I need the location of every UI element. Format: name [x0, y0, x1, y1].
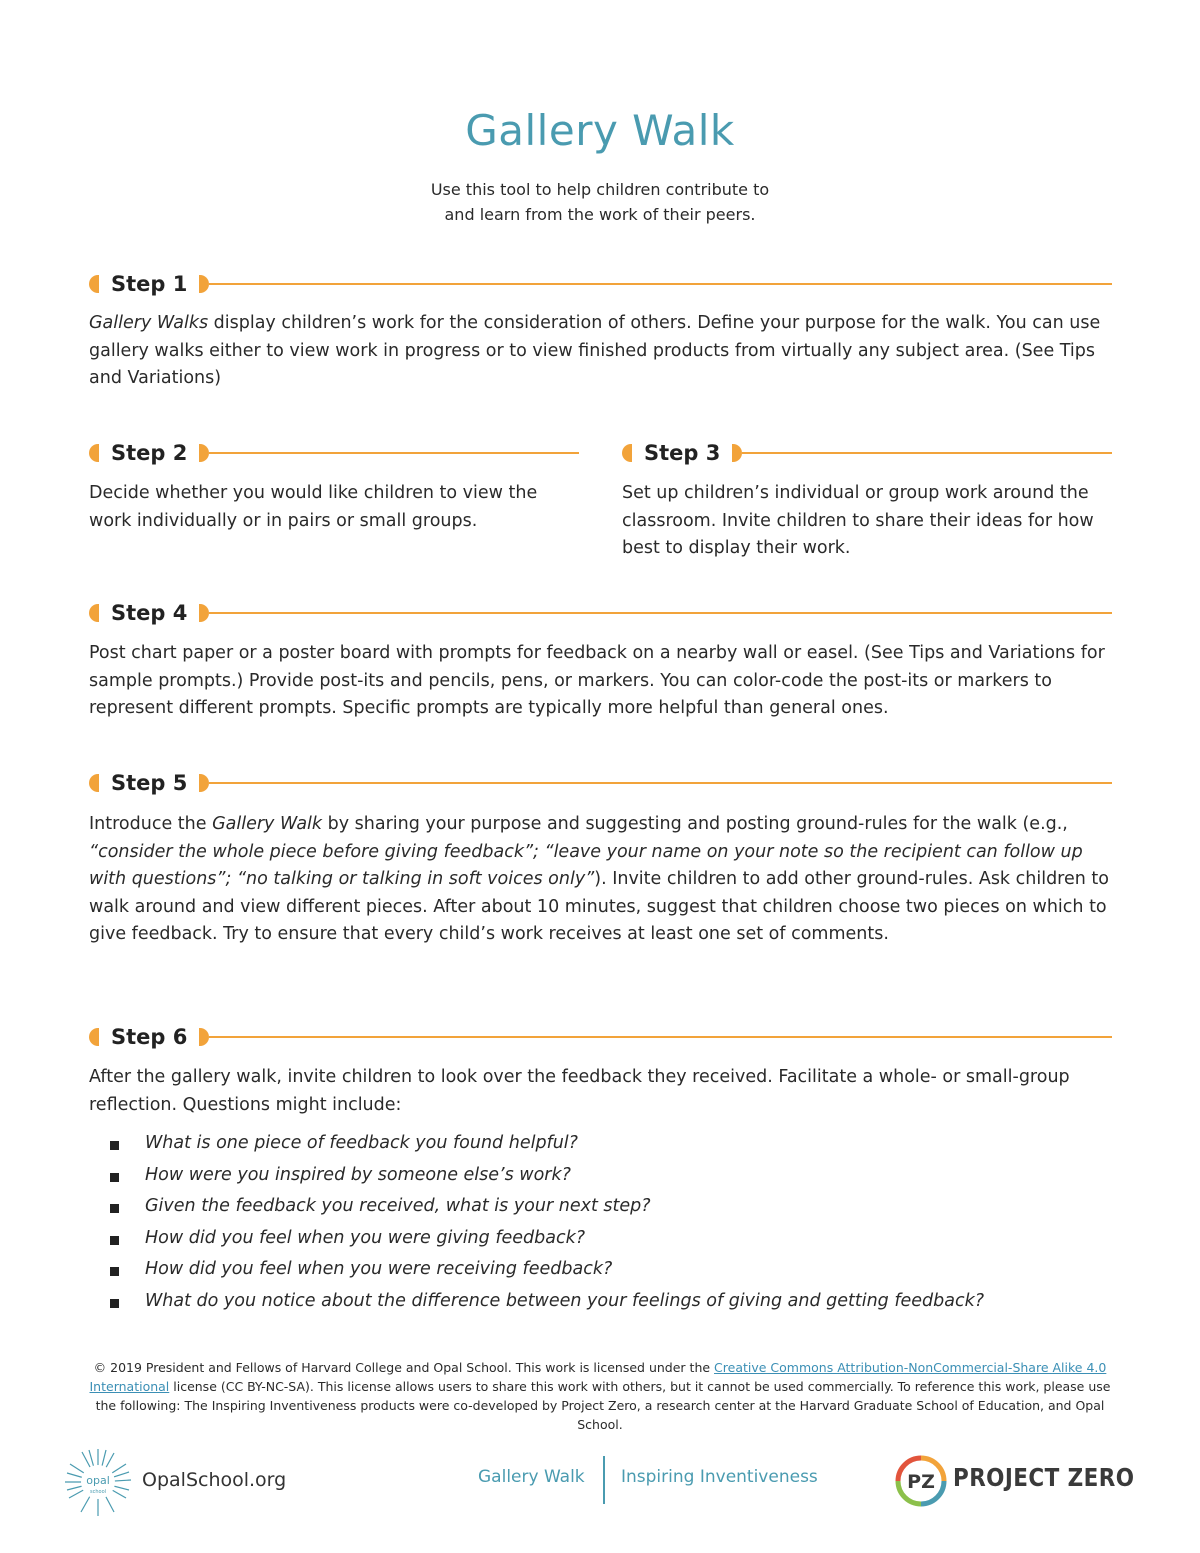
subtitle	[300, 177, 900, 227]
question-text: What do you notice about the difference between your feelings of giving and getting feedback?	[145, 1290, 985, 1311]
step-marker-right-icon	[199, 604, 209, 622]
step-marker-left-icon	[89, 1028, 99, 1046]
step-divider	[209, 452, 579, 454]
step-divider	[209, 283, 1112, 285]
step-marker-right-icon	[199, 774, 209, 792]
step-1-body: display children’s work for the consideration of others. Define your purpose for the walk. You can use gallery walks either to view work in progress or to view finished products from virtually any subject area. (See Tips and Variations)	[89, 313, 1101, 388]
step-1-header	[89, 269, 1112, 299]
question-text: How did you feel when you were giving feedback?	[145, 1227, 585, 1248]
subtitle-line-2: and learn from the work of their peers.	[444, 205, 756, 224]
step-2-label: Step 2	[111, 441, 188, 465]
step-4-text: Post chart paper or a poster board with prompts for feedback on a nearby wall or easel. (See Tips and Variations for sample prompts.) Provide post-its and pencils, pens, or markers. You can color-code the post-its or markers to represent different prompts. Specific prompts are typically more helpful than general ones.	[89, 643, 1105, 718]
step-5-italic-a: Gallery Walk	[212, 814, 323, 834]
step-4-label: Step 4	[111, 601, 188, 625]
step-3-label: Step 3	[644, 441, 721, 465]
question-text: How did you feel when you were receiving feedback?	[145, 1259, 613, 1280]
question-text: How were you inspired by someone else’s work?	[145, 1164, 571, 1185]
step-6-text: After the gallery walk, invite children to look over the feedback they received. Facilitate a whole- or small-group reflection. Questions might include:	[89, 1067, 1070, 1115]
license-text-a: © 2019 President and Fellows of Harvard College and Opal School. This work is licensed under the	[93, 1360, 715, 1375]
step-4-header	[89, 598, 1112, 628]
list-item	[108, 1254, 1108, 1286]
footer-website: OpalSchool.org	[142, 1469, 287, 1491]
subtitle-line-1: Use this tool to help children contribute to	[430, 180, 770, 199]
reflection-questions-list	[108, 1128, 1108, 1318]
step-1-italic: Gallery Walks	[89, 313, 209, 333]
list-item	[108, 1286, 1108, 1318]
list-item	[108, 1191, 1108, 1223]
step-2-text: Decide whether you would like children to view the work individually or in pairs or small groups.	[89, 483, 538, 531]
step-5-italic-b: “consider the whole piece before giving feedback”; “leave your name on your note so the recipient can follow up with questions”; “no talking or talking in soft voices only”	[89, 841, 1083, 889]
step-marker-right-icon	[199, 444, 209, 462]
step-marker-left-icon	[622, 444, 632, 462]
license-notice	[80, 1358, 1120, 1434]
page-title: Gallery Walk	[465, 106, 735, 155]
step-2-header	[89, 438, 579, 468]
list-item	[108, 1160, 1108, 1192]
pz-logo-text: PZ	[907, 1471, 935, 1493]
step-marker-right-icon	[199, 1028, 209, 1046]
step-divider	[742, 452, 1112, 454]
opal-school-logo-icon	[62, 1446, 134, 1518]
step-1-label: Step 1	[111, 272, 188, 296]
step-5-header	[89, 768, 1112, 798]
step-5-body-b: by sharing your purpose and suggesting and posting ground-rules for the walk (e.g.,	[322, 814, 1068, 834]
step-5-body-a: Introduce the	[89, 814, 213, 834]
step-5-body-c: ). Invite children to add other ground-rules. Ask children to walk around and view different pieces. After about 10 minutes, suggest that children choose two pieces on which to give feedback. Try to ensure that every child’s work receives at least one set of comments.	[89, 869, 1109, 944]
step-6-label: Step 6	[111, 1025, 188, 1049]
footer-tool-name: Gallery Walk	[478, 1467, 585, 1487]
bullet-icon	[110, 1236, 119, 1245]
opal-logo-subtext: school	[89, 1489, 107, 1495]
footer-divider	[603, 1456, 605, 1504]
bullet-icon	[110, 1299, 119, 1308]
step-marker-left-icon	[89, 604, 99, 622]
step-5-text	[89, 811, 1119, 949]
opal-logo-text: opal	[86, 1474, 110, 1487]
step-3-text: Set up children’s individual or group work around the classroom. Invite children to share their ideas for how best to display their work.	[622, 483, 1094, 558]
step-6-header	[89, 1022, 1112, 1052]
bullet-icon	[110, 1141, 119, 1150]
step-divider	[209, 1036, 1112, 1038]
license-link[interactable]: Creative Commons Attribution-NonCommercial-Share Alike 4.0 International	[89, 1360, 1107, 1394]
list-item	[108, 1128, 1108, 1160]
bullet-icon	[110, 1204, 119, 1213]
step-marker-left-icon	[89, 444, 99, 462]
step-marker-left-icon	[89, 774, 99, 792]
list-item	[108, 1223, 1108, 1255]
question-text: What is one piece of feedback you found helpful?	[145, 1133, 578, 1153]
step-marker-right-icon	[199, 275, 209, 293]
project-zero-wordmark: PROJECT ZERO	[953, 1463, 1135, 1492]
bullet-icon	[110, 1173, 119, 1182]
step-5-label: Step 5	[111, 771, 188, 795]
step-3-header	[622, 438, 1112, 468]
step-divider	[209, 782, 1112, 784]
step-1-text	[89, 310, 1119, 393]
footer-series-name: Inspiring Inventiveness	[621, 1467, 818, 1487]
project-zero-logo-icon	[895, 1455, 947, 1507]
step-marker-left-icon	[89, 275, 99, 293]
bullet-icon	[110, 1267, 119, 1276]
license-text-b: license (CC BY-NC-SA). This license allows users to share this work with others, but it cannot be used commercially. To reference this work, please use the following: The Inspiring Inventiveness products were co-developed by Project Zero, a research center at the Harvard Graduate School of Education, and Opal School.	[95, 1379, 1111, 1432]
step-divider	[209, 612, 1112, 614]
question-text: Given the feedback you received, what is your next step?	[145, 1196, 651, 1217]
step-marker-right-icon	[732, 444, 742, 462]
